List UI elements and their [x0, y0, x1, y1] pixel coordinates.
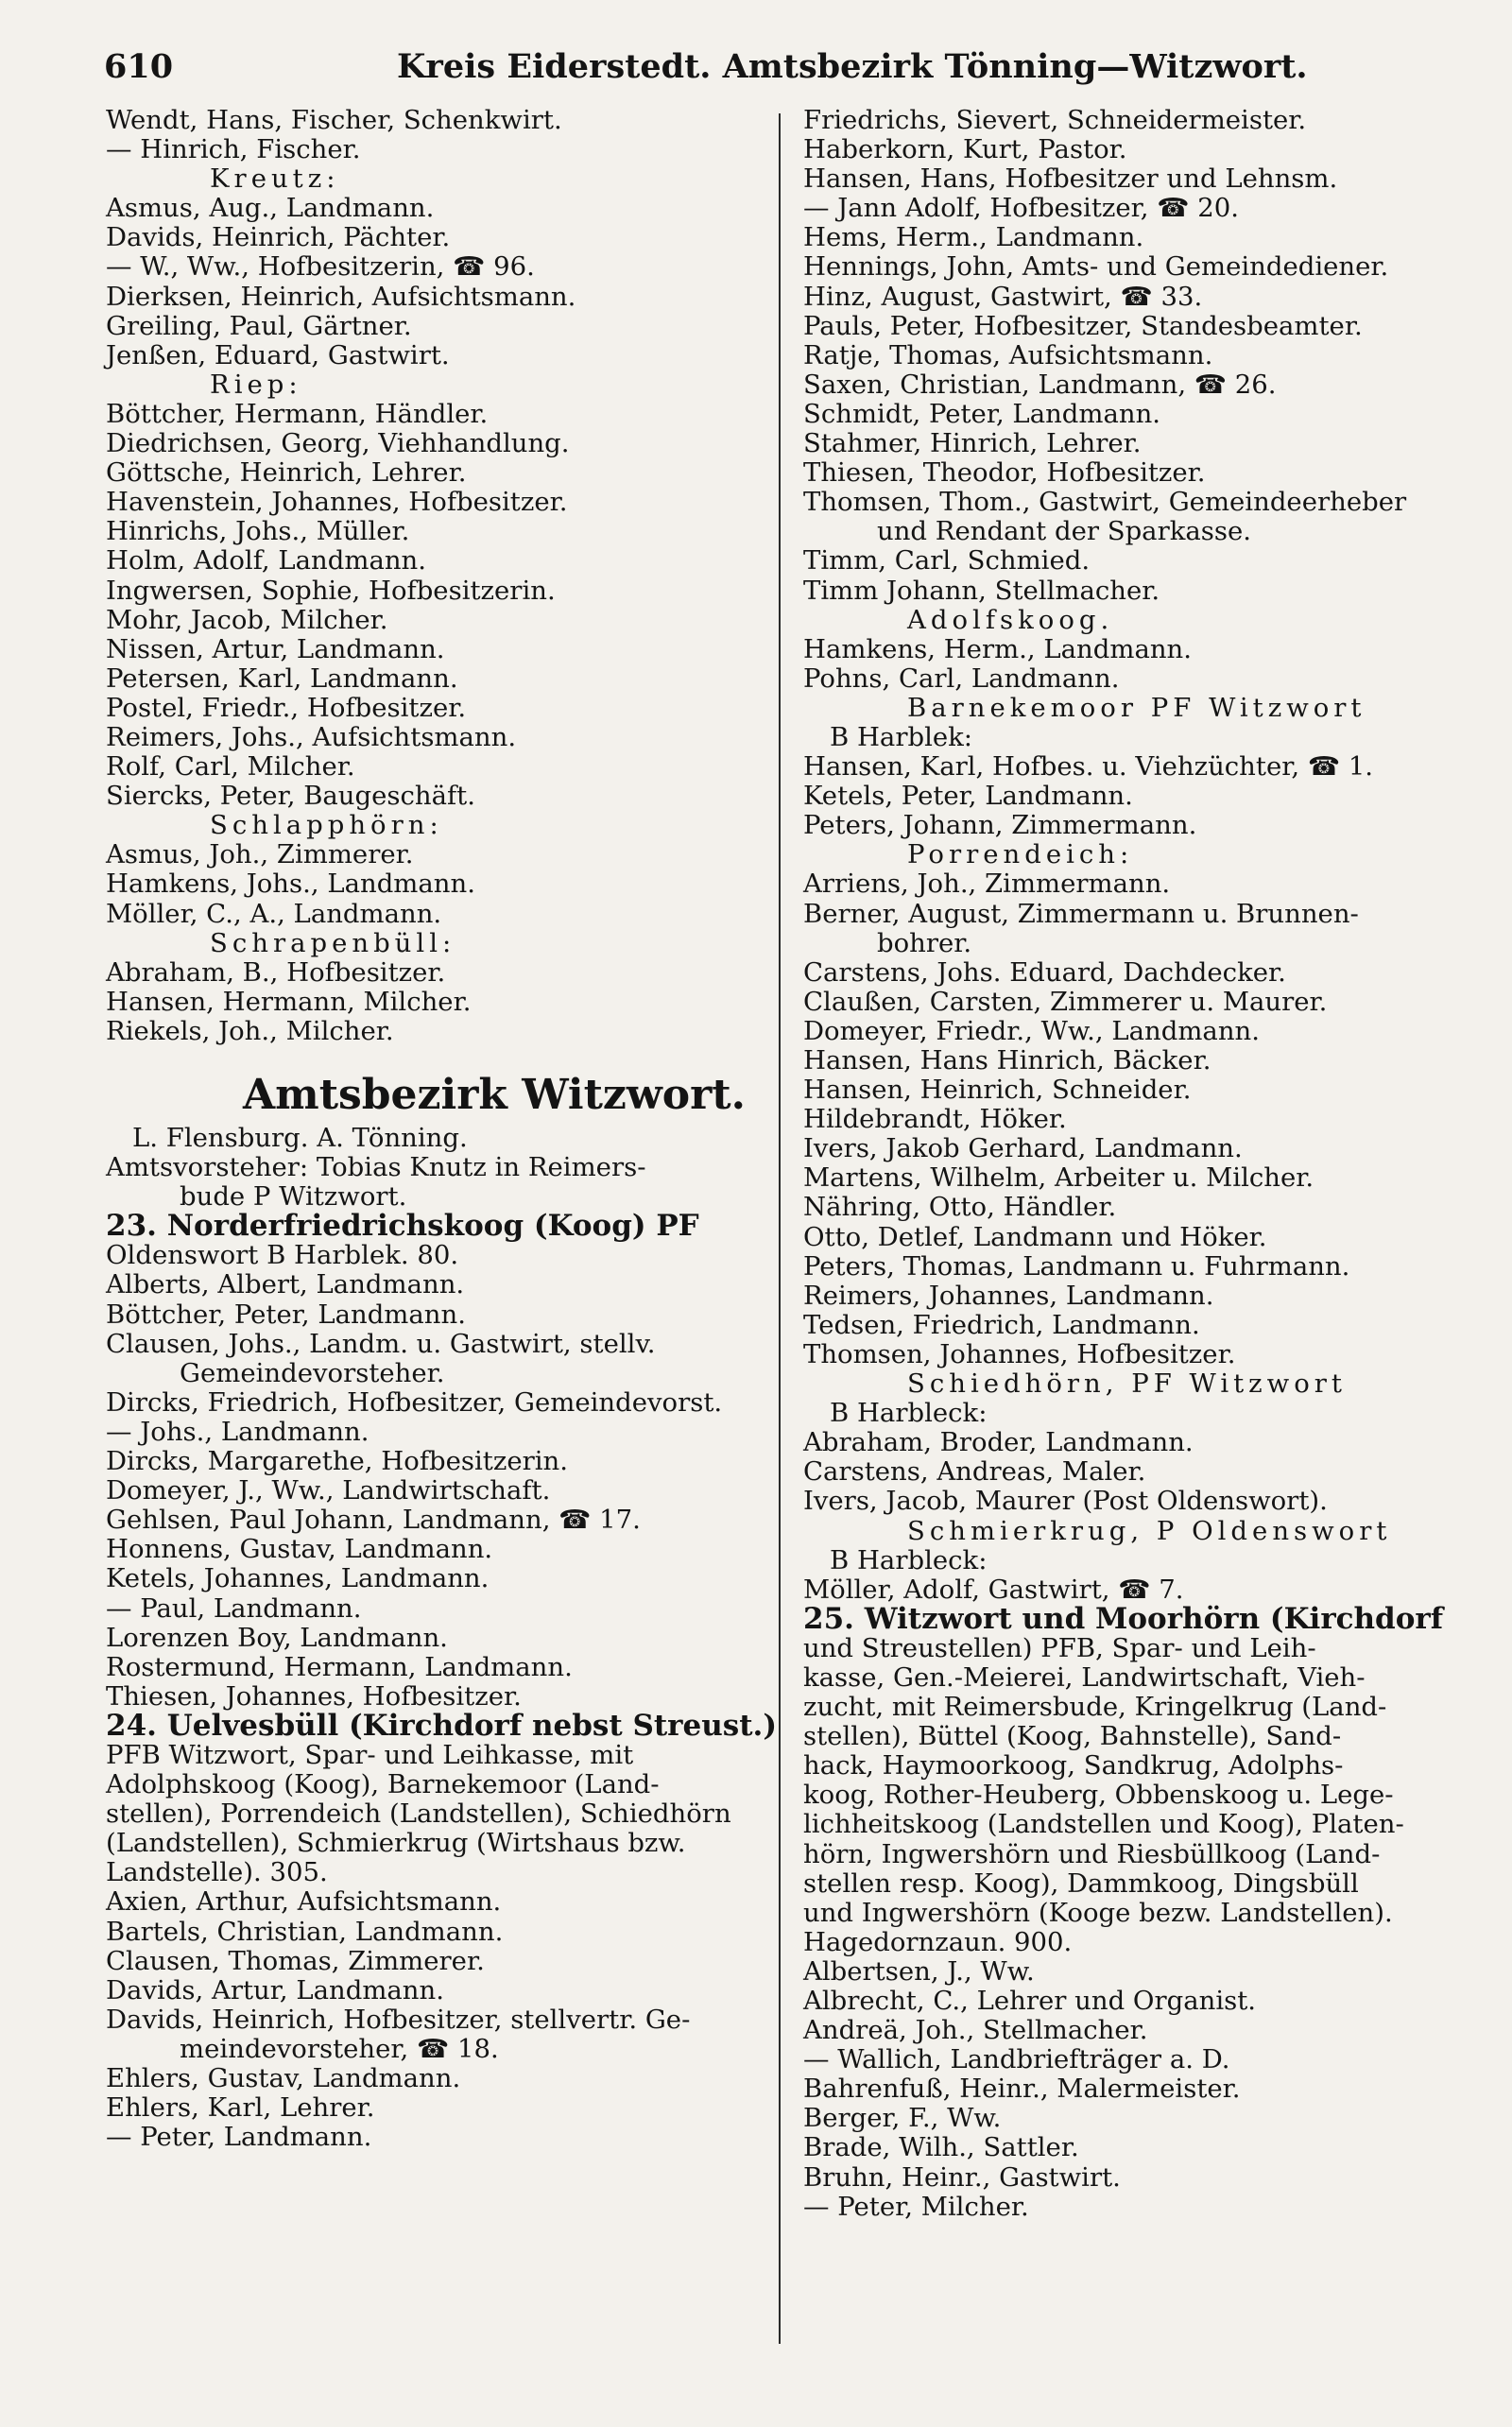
directory-entry: Rolf, Carl, Milcher. — [106, 751, 355, 783]
directory-entry: Schmidt, Peter, Landmann. — [803, 398, 1161, 429]
directory-entry: Havenstein, Johannes, Hofbesitzer. — [106, 487, 568, 518]
directory-entry: Carstens, Johs. Eduard, Dachdecker. — [803, 956, 1286, 988]
directory-entry: Thomsen, Johannes, Hofbesitzer. — [803, 1338, 1236, 1369]
directory-entry: — Peter, Landmann. — [106, 2122, 372, 2153]
directory-entry: Lorenzen Boy, Landmann. — [106, 1622, 448, 1653]
directory-entry: Hems, Herm., Landmann. — [803, 222, 1144, 253]
directory-entry: Andreä, Joh., Stellmacher. — [803, 2015, 1148, 2046]
directory-entry: Ketels, Johannes, Landmann. — [106, 1563, 490, 1594]
directory-entry: Riekels, Joh., Milcher. — [106, 1015, 394, 1046]
directory-entry: — Jann Adolf, Hofbesitzer, ☎ 20. — [803, 193, 1239, 224]
directory-entry: Dierksen, Heinrich, Aufsichtsmann. — [106, 281, 576, 312]
directory-entry: Dircks, Friedrich, Hofbesitzer, Gemeindevorst. — [106, 1386, 723, 1418]
sub-heading: L. Flensburg. A. Tönning. — [132, 1123, 468, 1153]
directory-entry: Ingwersen, Sophie, Hofbesitzerin. — [106, 575, 556, 606]
place-heading: Schmierkrug, P Oldenswort — [907, 1515, 1392, 1546]
directory-entry: Reimers, Johannes, Landmann. — [803, 1280, 1214, 1311]
directory-entry: stellen resp. Koog), Dammkoog, Dingsbüll — [803, 1868, 1359, 1899]
directory-entry: Hinrichs, Johs., Müller. — [106, 516, 410, 547]
directory-entry: Bartels, Christian, Landmann. — [106, 1916, 504, 1947]
directory-entry: Möller, Adolf, Gastwirt, ☎ 7. — [803, 1574, 1184, 1605]
directory-entry: zucht, mit Reimersbude, Kringelkrug (Land- — [803, 1692, 1387, 1723]
municipality-heading: 25. Witzwort und Moorhörn (Kirchdorf — [803, 1601, 1444, 1636]
directory-entry: Carstens, Andreas, Maler. — [803, 1456, 1146, 1488]
municipality-heading: 24. Uelvesbüll (Kirchdorf nebst Streust.) — [106, 1708, 777, 1743]
directory-entry: Hansen, Karl, Hofbes. u. Viehzüchter, ☎ 1. — [803, 751, 1374, 783]
directory-entry: Landstelle). 305. — [106, 1857, 328, 1888]
directory-entry: Postel, Friedr., Hofbesitzer. — [106, 692, 467, 723]
directory-entry: Peters, Johann, Zimmermann. — [803, 810, 1197, 841]
directory-entry: Ehlers, Karl, Lehrer. — [106, 2092, 375, 2124]
directory-entry: Hansen, Hans, Hofbesitzer und Lehnsm. — [803, 164, 1338, 195]
directory-entry: Wendt, Hans, Fischer, Schenkwirt. — [106, 105, 562, 135]
directory-entry: Haberkorn, Kurt, Pastor. — [803, 134, 1127, 165]
directory-entry: Saxen, Christian, Landmann, ☎ 26. — [803, 369, 1277, 400]
directory-entry: kasse, Gen.-Meierei, Landwirtschaft, Vieh- — [803, 1661, 1366, 1693]
directory-entry: Pauls, Peter, Hofbesitzer, Standesbeamter. — [803, 310, 1363, 341]
directory-entry: Ivers, Jakob Gerhard, Landmann. — [803, 1133, 1243, 1164]
directory-entry: Böttcher, Peter, Landmann. — [106, 1299, 466, 1330]
directory-entry: Berner, August, Zimmermann u. Brunnen- — [803, 898, 1359, 929]
directory-entry: Adolphskoog (Koog), Barnekemoor (Land- — [106, 1769, 660, 1800]
directory-entry: — Wallich, Landbriefträger a. D. — [803, 2044, 1230, 2075]
directory-entry: Hennings, John, Amts- und Gemeindediener. — [803, 251, 1389, 283]
directory-entry: Arriens, Joh., Zimmermann. — [803, 869, 1171, 900]
directory-entry: Honnens, Gustav, Landmann. — [106, 1534, 493, 1565]
directory-entry: Abraham, Broder, Landmann. — [803, 1427, 1194, 1458]
directory-entry: Dircks, Margarethe, Hofbesitzerin. — [106, 1446, 568, 1477]
directory-entry: Holm, Adolf, Landmann. — [106, 545, 426, 577]
directory-entry: Thiesen, Johannes, Hofbesitzer. — [106, 1680, 522, 1712]
directory-entry: Abraham, B., Hofbesitzer. — [106, 956, 446, 988]
directory-entry: Petersen, Karl, Landmann. — [106, 663, 458, 694]
directory-entry: — Johs., Landmann. — [106, 1416, 369, 1447]
place-heading: Porrendeich: — [907, 839, 1134, 870]
directory-entry: — W., Ww., Hofbesitzerin, ☎ 96. — [106, 251, 535, 283]
entry-continuation: Gemeindevorsteher. — [180, 1357, 445, 1388]
entry-continuation: bohrer. — [877, 927, 972, 958]
directory-entry: Gehlsen, Paul Johann, Landmann, ☎ 17. — [106, 1505, 641, 1536]
directory-entry: Davids, Artur, Landmann. — [106, 1974, 444, 2005]
sub-heading: B Harbleck: — [830, 1544, 988, 1575]
directory-entry: Hansen, Heinrich, Schneider. — [803, 1075, 1192, 1106]
place-heading: Schiedhörn, PF Witzwort — [907, 1368, 1347, 1400]
directory-entry: Martens, Wilhelm, Arbeiter u. Milcher. — [803, 1162, 1314, 1194]
directory-entry: Bruhn, Heinr., Gastwirt. — [803, 2161, 1121, 2193]
directory-entry: Nähring, Otto, Händler. — [803, 1192, 1117, 1223]
directory-entry: Ratje, Thomas, Aufsichtsmann. — [803, 339, 1213, 370]
directory-entry: Hamkens, Johs., Landmann. — [106, 869, 475, 900]
directory-entry: Mohr, Jacob, Milcher. — [106, 604, 388, 635]
directory-entry: Domeyer, J., Ww., Landwirtschaft. — [106, 1475, 551, 1506]
place-heading: Adolfskoog. — [907, 604, 1114, 635]
directory-entry: Jenßen, Eduard, Gastwirt. — [106, 339, 450, 370]
directory-entry: Albertsen, J., Ww. — [803, 1955, 1035, 1987]
directory-entry: Stahmer, Hinrich, Lehrer. — [803, 428, 1142, 459]
entry-continuation: und Rendant der Sparkasse. — [877, 516, 1252, 547]
column-divider — [779, 113, 781, 2344]
directory-entry: Hansen, Hans Hinrich, Bäcker. — [803, 1045, 1211, 1076]
directory-entry: Axien, Arthur, Aufsichtsmann. — [106, 1886, 502, 1918]
directory-entry: Otto, Detlef, Landmann und Höker. — [803, 1221, 1267, 1252]
directory-entry: Asmus, Joh., Zimmerer. — [106, 839, 414, 870]
directory-entry: Davids, Heinrich, Pächter. — [106, 222, 451, 253]
directory-entry: Brade, Wilh., Sattler. — [803, 2132, 1079, 2163]
directory-entry: Thomsen, Thom., Gastwirt, Gemeindeerheber — [803, 487, 1407, 518]
directory-entry: Davids, Heinrich, Hofbesitzer, stellvertr. Ge- — [106, 2004, 691, 2035]
directory-entry: Claußen, Carsten, Zimmerer u. Maurer. — [803, 986, 1328, 1017]
sub-heading: B Harbleck: — [830, 1398, 988, 1429]
directory-entry: Clausen, Thomas, Zimmerer. — [106, 1945, 485, 1976]
directory-entry: Göttsche, Heinrich, Lehrer. — [106, 457, 467, 489]
directory-entry: Hinz, August, Gastwirt, ☎ 33. — [803, 281, 1203, 312]
section-heading: Amtsbezirk Witzwort. — [243, 1071, 746, 1119]
directory-entry: Ehlers, Gustav, Landmann. — [106, 2063, 461, 2093]
directory-entry: Greiling, Paul, Gärtner. — [106, 310, 412, 341]
municipality-heading: 23. Norderfriedrichskoog (Koog) PF — [106, 1209, 699, 1244]
right-column — [803, 106, 1455, 2222]
directory-entry: hack, Haymoorkoog, Sandkrug, Adolphs- — [803, 1750, 1344, 1782]
directory-entry: Berger, F., Ww. — [803, 2103, 1002, 2134]
directory-entry: Friedrichs, Sievert, Schneidermeister. — [803, 105, 1307, 135]
directory-entry: PFB Witzwort, Spar- und Leihkasse, mit — [106, 1739, 634, 1770]
directory-entry: Böttcher, Hermann, Händler. — [106, 398, 489, 429]
page-header — [104, 40, 1308, 96]
directory-entry: Rostermund, Hermann, Landmann. — [106, 1651, 573, 1682]
directory-entry: (Landstellen), Schmierkrug (Wirtshaus bzw. — [106, 1828, 686, 1859]
directory-entry: Ketels, Peter, Landmann. — [803, 781, 1133, 812]
directory-entry: Pohns, Carl, Landmann. — [803, 663, 1120, 694]
directory-entry: Clausen, Johs., Landm. u. Gastwirt, stellv. — [106, 1328, 656, 1359]
entry-continuation: bude P Witzwort. — [180, 1181, 407, 1213]
sub-heading: B Harblek: — [830, 721, 973, 752]
directory-entry: Peters, Thomas, Landmann u. Fuhrmann. — [803, 1250, 1350, 1282]
directory-entry: Reimers, Johs., Aufsichtsmann. — [106, 721, 517, 752]
directory-entry: und Ingwershörn (Kooge bezw. Landstellen). — [803, 1897, 1393, 1928]
directory-entry: Bahrenfuß, Heinr., Malermeister. — [803, 2074, 1241, 2105]
running-title: Kreis Eiderstedt. Amtsbezirk Tönning—Witzwort. — [397, 47, 1308, 86]
directory-entry: Hansen, Hermann, Milcher. — [106, 986, 472, 1017]
directory-entry: Diedrichsen, Georg, Viehhandlung. — [106, 428, 570, 459]
directory-entry: Hamkens, Herm., Landmann. — [803, 633, 1193, 664]
directory-entry: lichheitskoog (Landstellen und Koog), Platen- — [803, 1809, 1404, 1840]
directory-entry: stellen), Büttel (Koog, Bahnstelle), Sand- — [803, 1721, 1342, 1752]
entry-continuation: meindevorsteher, ☎ 18. — [180, 2033, 499, 2064]
directory-entry: Ivers, Jacob, Maurer (Post Oldenswort). — [803, 1486, 1328, 1517]
directory-entry: Oldenswort B Harblek. 80. — [106, 1240, 459, 1271]
directory-entry: Timm, Carl, Schmied. — [803, 545, 1091, 577]
directory-entry: Albrecht, C., Lehrer und Organist. — [803, 1986, 1257, 2016]
directory-entry: hörn, Ingwershörn und Riesbüllkoog (Land- — [803, 1838, 1381, 1869]
directory-entry: Alberts, Albert, Landmann. — [106, 1269, 465, 1300]
place-heading: Kreutz: — [210, 164, 340, 195]
directory-entry: Hildebrandt, Höker. — [803, 1104, 1067, 1135]
place-heading: Barnekemoor PF Witzwort — [907, 692, 1366, 723]
directory-entry: Amtsvorsteher: Tobias Knutz in Reimers- — [106, 1152, 646, 1183]
place-heading: Schrapenbüll: — [210, 927, 456, 958]
directory-entry: Tedsen, Friedrich, Landmann. — [803, 1309, 1200, 1340]
directory-entry: Möller, C., A., Landmann. — [106, 898, 442, 929]
place-heading: Schlapphörn: — [210, 810, 443, 841]
directory-entry: Domeyer, Friedr., Ww., Landmann. — [803, 1015, 1260, 1046]
left-column — [106, 105, 777, 2153]
directory-entry: — Hinrich, Fischer. — [106, 134, 361, 165]
directory-entry: Hagedornzaun. 900. — [803, 1926, 1073, 1957]
directory-entry: Nissen, Artur, Landmann. — [106, 633, 445, 664]
directory-entry: stellen), Porrendeich (Landstellen), Schiedhörn — [106, 1799, 731, 1830]
directory-entry: — Paul, Landmann. — [106, 1592, 362, 1624]
directory-entry: Siercks, Peter, Baugeschäft. — [106, 781, 475, 812]
page-number: 610 — [104, 47, 174, 86]
directory-entry: und Streustellen) PFB, Spar- und Leih- — [803, 1632, 1316, 1663]
directory-entry: Asmus, Aug., Landmann. — [106, 193, 435, 224]
directory-entry: koog, Rother-Heuberg, Obbenskoog u. Lege- — [803, 1780, 1394, 1811]
directory-entry: — Peter, Milcher. — [803, 2191, 1029, 2222]
directory-entry: Thiesen, Theodor, Hofbesitzer. — [803, 457, 1206, 489]
place-heading: Riep: — [210, 369, 302, 400]
directory-entry: Timm Johann, Stellmacher. — [803, 575, 1160, 606]
